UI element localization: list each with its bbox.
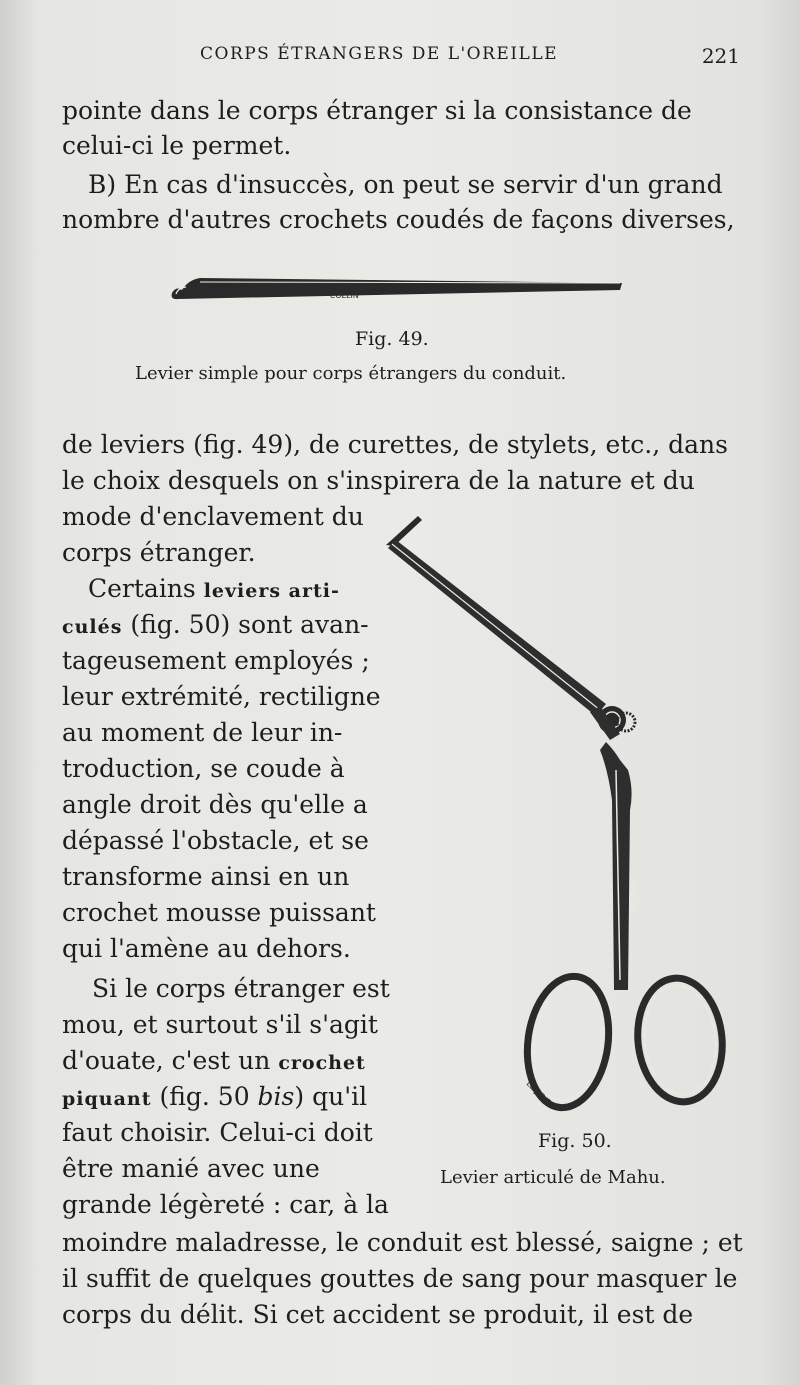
text-line: B) En cas d'insuccès, on peut se servir d'un grand [88, 170, 723, 199]
text-line: mode d'enclavement du [62, 502, 364, 531]
text-line: être manié avec une [62, 1154, 320, 1183]
text-line: grande légèreté : car, à la [62, 1190, 389, 1219]
text-line: crochet mousse puissant [62, 898, 376, 927]
text-line: faut choisir. Celui-ci doit [62, 1118, 373, 1147]
text-line: corps du délit. Si cet accident se produit, il est de [62, 1300, 694, 1329]
text-line: nombre d'autres crochets coudés de façons diverses, [62, 205, 735, 234]
page-number: 221 [701, 44, 740, 68]
text-line: au moment de leur in- [62, 718, 343, 747]
text-line: culés (fig. 50) sont avan- [62, 610, 369, 639]
text-line: tageusement employés ; [62, 646, 370, 675]
text-line: leur extrémité, rectiligne [62, 682, 381, 711]
fig50-brand-mark: COLLIN [627, 880, 637, 913]
text-line: piquant (fig. 50 bis) qu'il [62, 1082, 368, 1111]
text-line: Si le corps étranger est [92, 974, 390, 1003]
running-title: CORPS ÉTRANGERS DE L'OREILLE [200, 44, 559, 64]
text-line: pointe dans le corps étranger si la consistance de [62, 96, 692, 125]
text-line: dépassé l'obstacle, et se [62, 826, 369, 855]
fig50-engraver-signature: LE JUVE [524, 1079, 553, 1108]
text-line: le choix desquels on s'inspirera de la nature et du [62, 466, 695, 495]
fig50-caption: Levier articulé de Mahu. [440, 1167, 666, 1188]
text-line: celui-ci le permet. [62, 131, 292, 160]
text-line: qui l'amène au dehors. [62, 934, 351, 963]
fig50-label: Fig. 50. [538, 1130, 612, 1152]
text-line: il suffit de quelques gouttes de sang pour masquer le [62, 1264, 738, 1293]
text-line: d'ouate, c'est un crochet [62, 1046, 366, 1075]
text-line: Certains leviers arti- [88, 574, 340, 603]
text-line: transforme ainsi en un [62, 862, 350, 891]
fig49-caption: Levier simple pour corps étrangers du conduit. [135, 363, 567, 384]
fig49-brand-mark: COLLIN [330, 291, 360, 300]
text-line: troduction, se coude à [62, 754, 345, 783]
text-line: mou, et surtout s'il s'agit [62, 1010, 378, 1039]
text-line: angle droit dès qu'elle a [62, 790, 368, 819]
text-line: moindre maladresse, le conduit est blessé, saigne ; et [62, 1228, 743, 1257]
text-line: de leviers (fig. 49), de curettes, de stylets, etc., dans [62, 430, 728, 459]
text-line: corps étranger. [62, 538, 256, 567]
fig49-label: Fig. 49. [355, 328, 429, 350]
